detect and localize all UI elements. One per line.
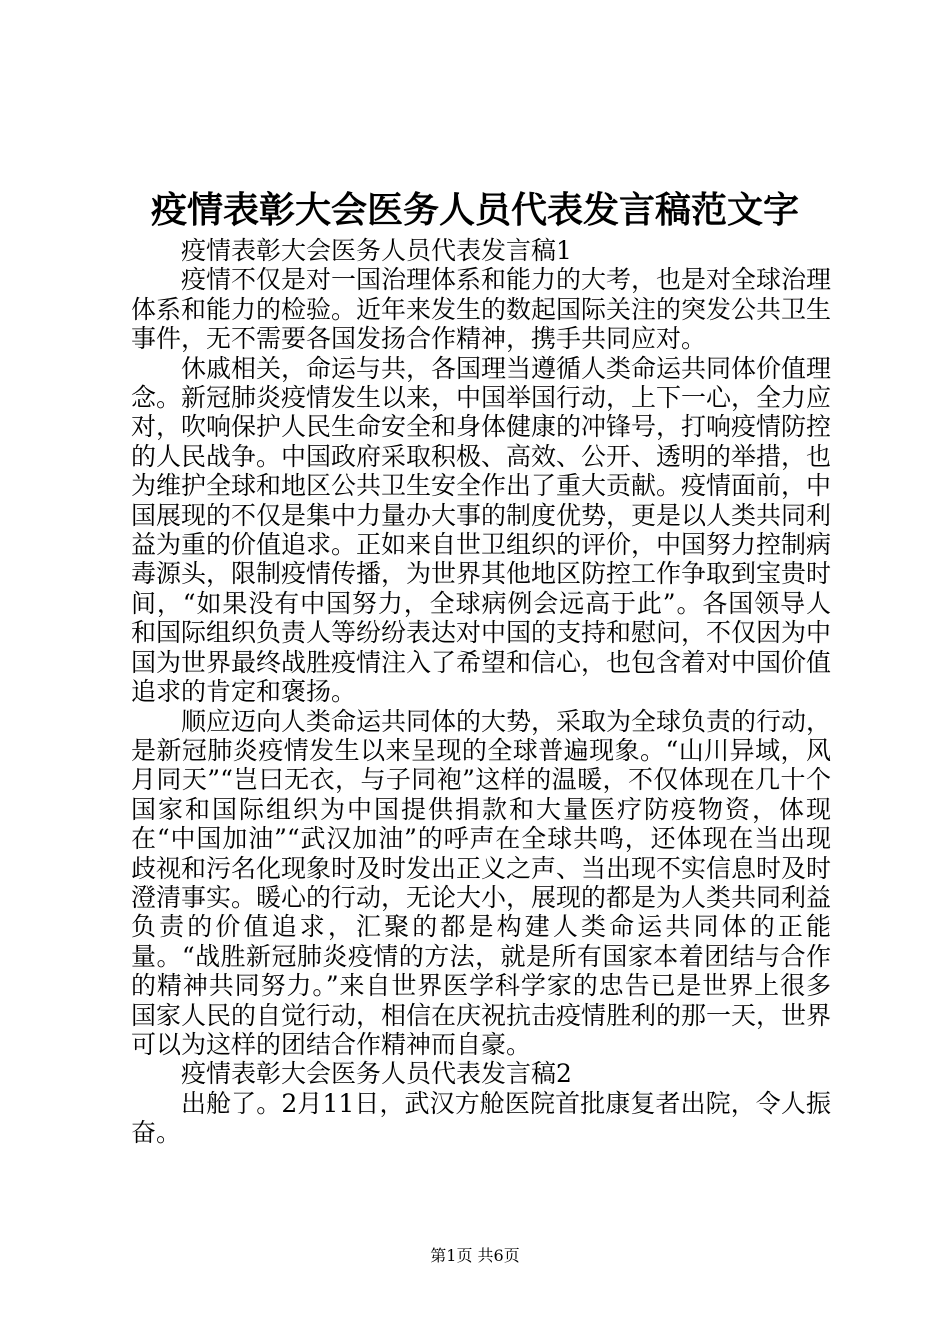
section-heading-2: 疫情表彰大会医务人员代表发言稿2 bbox=[181, 1059, 572, 1089]
body-paragraph: 出舱了。2月11日，武汉方舱医院首批康复者出院，令人振奋。 bbox=[131, 1088, 831, 1148]
document-body bbox=[131, 236, 831, 1148]
section-heading-1: 疫情表彰大会医务人员代表发言稿1 bbox=[181, 236, 572, 265]
document-title: 疫情表彰大会医务人员代表发言稿范文字 bbox=[150, 189, 799, 231]
body-paragraph: 休戚相关，命运与共，各国理当遵循人类命运共同体价值理念。新冠肺炎疫情发生以来，中国举国行动，上下一心，全力应对，吹响保护人民生命安全和身体健康的冲锋号，打响疫情防控的人民战争。中国政府采取积极、高效、公开、透明的举措，也为维护全球和地区公共卫生安全作出了重大贡献。疫情面前，中国展现的不仅是集中力量办大事的制度优势，更是以人类共同利益为重的价值追求。正如来自世卫组织的评价，中国努力控制病毒源头，限制疫情传播，为世界其他地区防控工作争取到宝贵时间，“如果没有中国努力，全球病例会远高于此”。各国领导人和国际组织负责人等纷纷表达对中国的支持和慰问，不仅因为中国为世界最终战胜疫情注入了希望和信心，也包含着对中国价值追求的肯定和褒扬。 bbox=[131, 353, 832, 707]
body-paragraph: 疫情不仅是对一国治理体系和能力的大考，也是对全球治理体系和能力的检验。近年来发生的数起国际关注的突发公共卫生事件，无不需要各国发扬合作精神，携手共同应对。 bbox=[131, 265, 832, 354]
page-footer: 第1页 共6页 bbox=[430, 1246, 520, 1265]
body-paragraph: 顺应迈向人类命运共同体的大势，采取为全球负责的行动，是新冠肺炎疫情发生以来呈现的全球普遍现象。“山川异域，风月同天”“岂曰无衣，与子同袍”这样的温暖，不仅体现在几十个国家和国际组织为中国提供捐款和大量医疗防疫物资，体现在“中国加油”“武汉加油”的呼声在全球共鸣，还体现在当出现歧视和污名化现象时及时发出正义之声、当出现不实信息时及时澄清事实。暖心的行动，无论大小，展现的都是为人类共同利益负责的价值追求，汇聚的都是构建人类命运共同体的正能量。“战胜新冠肺炎疫情的方法，就是所有国家本着团结与合作的精神共同努力。”来自世界医学科学家的忠告已是世界上很多国家人民的自觉行动，相信在庆祝抗击疫情胜利的那一天，世界可以为这样的团结合作精神而自豪。 bbox=[131, 706, 832, 1059]
